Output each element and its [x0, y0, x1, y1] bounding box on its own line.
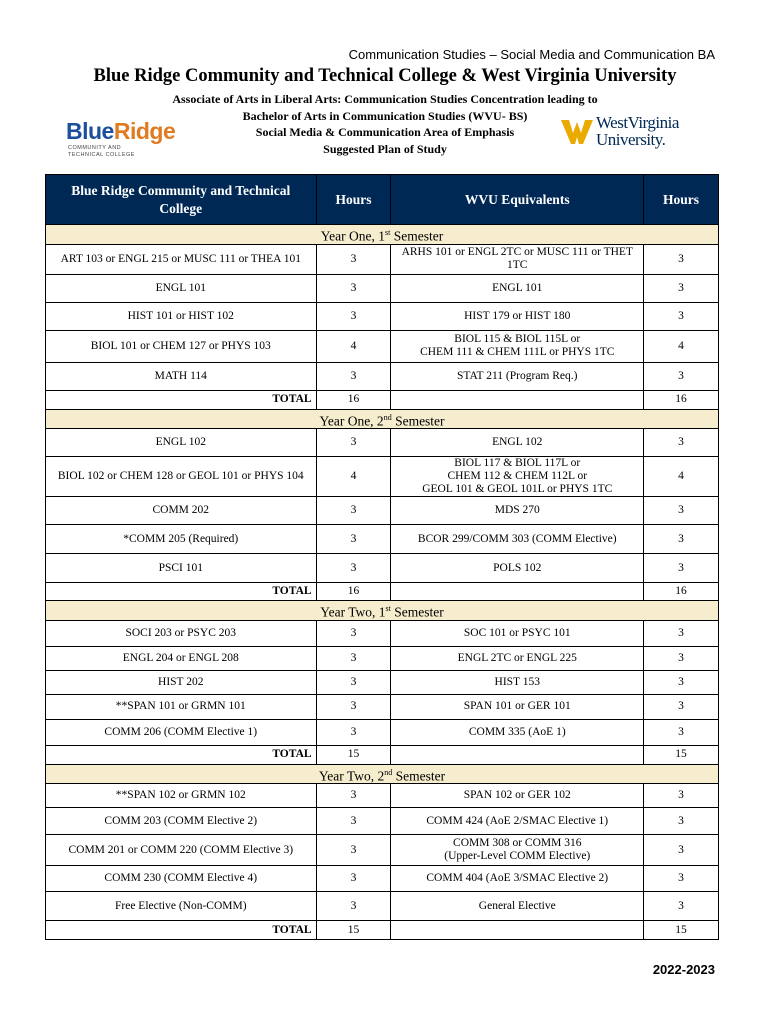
wvu-hours: 3	[644, 554, 719, 583]
wvu-hours: 3	[644, 784, 719, 808]
course-row	[46, 808, 719, 835]
blue-ridge-course: ENGL 102	[46, 429, 317, 457]
blue-ridge-course: MATH 114	[46, 362, 317, 390]
wvu-hours: 3	[644, 866, 719, 892]
wvu-course: ENGL 2TC or ENGL 225	[391, 646, 644, 670]
blue-ridge-hours: 3	[316, 866, 391, 892]
blue-ridge-hours: 3	[316, 302, 391, 330]
blue-ridge-hours: 3	[316, 429, 391, 457]
running-head: Communication Studies – Social Media and Communication BA	[348, 47, 715, 62]
total-spacer	[391, 583, 644, 601]
course-row	[46, 274, 719, 302]
course-row	[46, 646, 719, 670]
wvu-course: COMM 335 (AoE 1)	[391, 719, 644, 745]
header-wvu-equivalents: WVU Equivalents	[391, 175, 644, 225]
header-wvu-hours: Hours	[644, 175, 719, 225]
blue-ridge-course: COMM 206 (COMM Elective 1)	[46, 719, 317, 745]
wvu-course: BIOL 115 & BIOL 115L or CHEM 111 & CHEM 111L or PHYS 1TC	[391, 330, 644, 362]
blue-ridge-total: 15	[316, 745, 391, 764]
total-row	[46, 390, 719, 409]
course-row	[46, 302, 719, 330]
subtitle-line: Social Media & Communication Area of Emphasis	[255, 125, 515, 139]
blue-ridge-hours: 4	[316, 457, 391, 497]
blue-ridge-hours: 3	[316, 892, 391, 921]
subtitle-line: Suggested Plan of Study	[323, 141, 447, 156]
blue-ridge-course: COMM 203 (COMM Elective 2)	[46, 808, 317, 835]
course-row	[46, 457, 719, 497]
wvu-course: HIST 153	[391, 670, 644, 694]
wvu-hours: 3	[644, 892, 719, 921]
wvu-course: SPAN 102 or GER 102	[391, 784, 644, 808]
total-label: TOTAL	[46, 745, 317, 764]
wvu-hours: 3	[644, 808, 719, 835]
semester-label-text: Year One, 1	[320, 228, 386, 244]
wvu-course: ENGL 102	[391, 429, 644, 457]
blue-ridge-hours: 3	[316, 525, 391, 554]
wvu-course: SPAN 101 or GER 101	[391, 694, 644, 719]
course-row	[46, 362, 719, 390]
course-row	[46, 554, 719, 583]
wvu-total: 16	[644, 390, 719, 409]
blue-ridge-course: Free Elective (Non-COMM)	[46, 892, 317, 921]
blue-ridge-hours: 3	[316, 646, 391, 670]
blue-ridge-course: HIST 101 or HIST 102	[46, 302, 317, 330]
wvu-course: HIST 179 or HIST 180	[391, 302, 644, 330]
wvu-hours: 3	[644, 525, 719, 554]
logo-word-ridge: Ridge	[113, 118, 176, 144]
blue-ridge-course: SOCI 203 or PSYC 203	[46, 620, 317, 646]
course-row	[46, 429, 719, 457]
course-row	[46, 525, 719, 554]
total-row	[46, 921, 719, 940]
plan-body	[46, 225, 719, 940]
wvu-course: COMM 404 (AoE 3/SMAC Elective 2)	[391, 866, 644, 892]
subtitle-line: Associate of Arts in Liberal Arts: Communication Studies Concentration leading to	[172, 92, 598, 106]
course-row	[46, 835, 719, 866]
total-row	[46, 583, 719, 601]
semester-header	[46, 601, 719, 621]
course-row	[46, 330, 719, 362]
course-row	[46, 784, 719, 808]
course-row	[46, 244, 719, 274]
wvu-course: BIOL 117 & BIOL 117L or CHEM 112 & CHEM 112L or GEOL 101 & GEOL 101L or PHYS 1TC	[391, 457, 644, 497]
wvu-total: 15	[644, 921, 719, 940]
blue-ridge-course: HIST 202	[46, 670, 317, 694]
blue-ridge-hours: 3	[316, 719, 391, 745]
wvu-hours: 3	[644, 694, 719, 719]
semester-label	[46, 764, 719, 784]
semester-header	[46, 764, 719, 784]
blue-ridge-course: **SPAN 101 or GRMN 101	[46, 694, 317, 719]
blue-ridge-hours: 3	[316, 497, 391, 525]
page-title: Blue Ridge Community and Technical College & West Virginia University	[93, 66, 677, 86]
wvu-course: MDS 270	[391, 497, 644, 525]
logo-tagline-1: COMMUNITY AND	[68, 145, 122, 151]
catalog-year: 2022-2023	[652, 962, 715, 977]
wvu-total: 15	[644, 745, 719, 764]
wvu-hours: 3	[644, 362, 719, 390]
wvu-logo	[560, 112, 690, 154]
wvu-course: ENGL 101	[391, 274, 644, 302]
wvu-hours: 3	[644, 274, 719, 302]
wvu-logo-line2: University.	[596, 130, 666, 149]
course-row	[46, 694, 719, 719]
semester-ordinal: st	[385, 228, 391, 237]
logo-word-blue: Blue	[66, 118, 114, 144]
wvu-hours: 3	[644, 429, 719, 457]
plan-of-study-table	[45, 174, 719, 940]
blue-ridge-course: COMM 201 or COMM 220 (COMM Elective 3)	[46, 835, 317, 866]
blue-ridge-hours: 3	[316, 694, 391, 719]
wvu-course: BCOR 299/COMM 303 (COMM Elective)	[391, 525, 644, 554]
blue-ridge-hours: 3	[316, 554, 391, 583]
wvu-hours: 3	[644, 302, 719, 330]
blue-ridge-total: 15	[316, 921, 391, 940]
blue-ridge-course: PSCI 101	[46, 554, 317, 583]
total-label: TOTAL	[46, 390, 317, 409]
course-row	[46, 620, 719, 646]
wvu-course: COMM 424 (AoE 2/SMAC Elective 1)	[391, 808, 644, 835]
wvu-hours: 3	[644, 646, 719, 670]
wvu-course: ARHS 101 or ENGL 2TC or MUSC 111 or THET 1TC	[391, 244, 644, 274]
semester-label-suffix: Semester	[391, 413, 445, 428]
blue-ridge-course: BIOL 102 or CHEM 128 or GEOL 101 or PHYS 104	[46, 457, 317, 497]
course-row	[46, 670, 719, 694]
total-label: TOTAL	[46, 583, 317, 601]
blue-ridge-hours: 3	[316, 808, 391, 835]
course-row	[46, 497, 719, 525]
wvu-hours: 3	[644, 620, 719, 646]
blue-ridge-course: COMM 230 (COMM Elective 4)	[46, 866, 317, 892]
wvu-course: POLS 102	[391, 554, 644, 583]
course-row	[46, 719, 719, 745]
wvu-hours: 4	[644, 457, 719, 497]
blue-ridge-course: ART 103 or ENGL 215 or MUSC 111 or THEA 101	[46, 244, 317, 274]
wvu-total: 16	[644, 583, 719, 601]
semester-label	[46, 409, 719, 429]
blue-ridge-hours: 4	[316, 330, 391, 362]
wvu-hours: 3	[644, 497, 719, 525]
total-row	[46, 745, 719, 764]
semester-label	[46, 225, 719, 245]
header-hours: Hours	[316, 175, 391, 225]
wvu-course: STAT 211 (Program Req.)	[391, 362, 644, 390]
blue-ridge-logo	[66, 118, 186, 164]
header-blue-ridge: Blue Ridge Community and Technical College	[46, 175, 317, 225]
semester-ordinal: nd	[383, 412, 392, 422]
blue-ridge-hours: 3	[316, 835, 391, 866]
semester-label-text: Year Two, 1	[320, 604, 386, 620]
semester-label-text: Year Two, 2	[318, 768, 385, 783]
wvu-course: General Elective	[391, 892, 644, 921]
blue-ridge-course: ENGL 101	[46, 274, 317, 302]
semester-ordinal: st	[385, 604, 391, 613]
total-label: TOTAL	[46, 921, 317, 940]
subtitle-line: Bachelor of Arts in Communication Studies (WVU- BS)	[242, 108, 528, 123]
semester-label	[46, 601, 719, 621]
wvu-hours: 3	[644, 670, 719, 694]
semester-label-suffix: Semester	[392, 768, 446, 783]
semester-ordinal: nd	[384, 767, 393, 777]
wvu-hours: 3	[644, 835, 719, 866]
wvu-course: SOC 101 or PSYC 101	[391, 620, 644, 646]
total-spacer	[391, 390, 644, 409]
blue-ridge-hours: 3	[316, 362, 391, 390]
blue-ridge-course: COMM 202	[46, 497, 317, 525]
course-row	[46, 866, 719, 892]
blue-ridge-hours: 3	[316, 244, 391, 274]
semester-header	[46, 409, 719, 429]
wvu-hours: 3	[644, 719, 719, 745]
blue-ridge-course: ENGL 204 or ENGL 208	[46, 646, 317, 670]
blue-ridge-course: **SPAN 102 or GRMN 102	[46, 784, 317, 808]
wvu-hours: 3	[644, 244, 719, 274]
blue-ridge-total: 16	[316, 390, 391, 409]
semester-label-suffix: Semester	[390, 228, 444, 244]
total-spacer	[391, 921, 644, 940]
blue-ridge-hours: 3	[316, 274, 391, 302]
semester-header	[46, 225, 719, 245]
semester-label-suffix: Semester	[390, 604, 444, 620]
course-row	[46, 892, 719, 921]
blue-ridge-course: BIOL 101 or CHEM 127 or PHYS 103	[46, 330, 317, 362]
wvu-logo-line1: WestVirginia	[596, 113, 679, 132]
semester-label-text: Year One, 2	[319, 413, 384, 428]
flying-wv-icon	[560, 114, 594, 148]
blue-ridge-hours: 3	[316, 620, 391, 646]
blue-ridge-hours: 3	[316, 670, 391, 694]
total-spacer	[391, 745, 644, 764]
wvu-hours: 4	[644, 330, 719, 362]
logo-tagline-2: TECHNICAL COLLEGE	[68, 151, 135, 158]
blue-ridge-hours: 3	[316, 784, 391, 808]
blue-ridge-total: 16	[316, 583, 391, 601]
blue-ridge-course: *COMM 205 (Required)	[46, 525, 317, 554]
wvu-course: COMM 308 or COMM 316 (Upper-Level COMM Elective)	[391, 835, 644, 866]
